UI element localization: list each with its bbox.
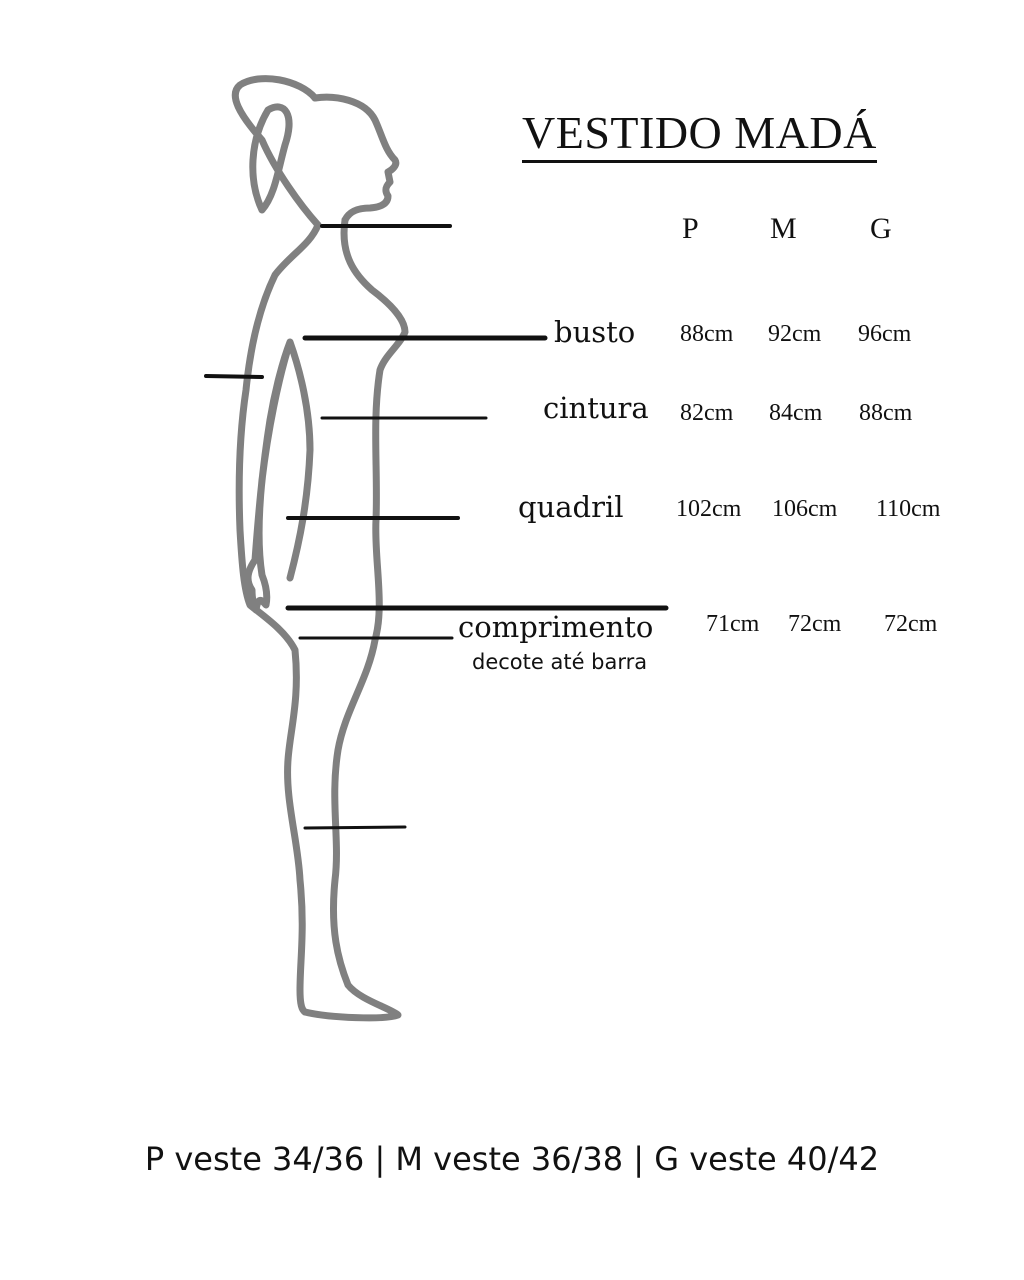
back-body-outline	[239, 225, 318, 1012]
value-busto-m: 92cm	[768, 321, 822, 347]
value-quadril-m: 106cm	[772, 496, 838, 522]
value-quadril-g: 110cm	[876, 496, 941, 522]
face-profile-outline	[315, 97, 396, 220]
knee-line	[305, 827, 405, 828]
label-busto: busto	[554, 315, 636, 349]
page-title: VESTIDO MADÁ	[522, 110, 877, 163]
value-busto-p: 88cm	[680, 321, 734, 347]
value-comprimento-p: 71cm	[706, 611, 760, 637]
value-comprimento-g: 72cm	[884, 611, 938, 637]
label-cintura: cintura	[543, 391, 649, 425]
sublabel-comprimento: decote até barra	[472, 650, 648, 674]
size-header-m: M	[770, 212, 797, 245]
size-header-p: P	[682, 212, 699, 245]
head-back-outline	[235, 79, 318, 225]
label-comprimento: comprimento	[458, 610, 654, 644]
size-header-g: G	[870, 212, 892, 245]
value-cintura-m: 84cm	[769, 400, 823, 426]
value-comprimento-m: 72cm	[788, 611, 842, 637]
value-cintura-p: 82cm	[680, 400, 734, 426]
value-cintura-g: 88cm	[859, 400, 913, 426]
arm-line	[206, 376, 262, 377]
arm-outline	[248, 342, 310, 610]
value-busto-g: 96cm	[858, 321, 912, 347]
label-quadril: quadril	[518, 490, 624, 524]
value-quadril-p: 102cm	[676, 496, 742, 522]
size-equivalence-footer: P veste 34/36 | M veste 36/38 | G veste 40/42	[144, 1140, 880, 1178]
